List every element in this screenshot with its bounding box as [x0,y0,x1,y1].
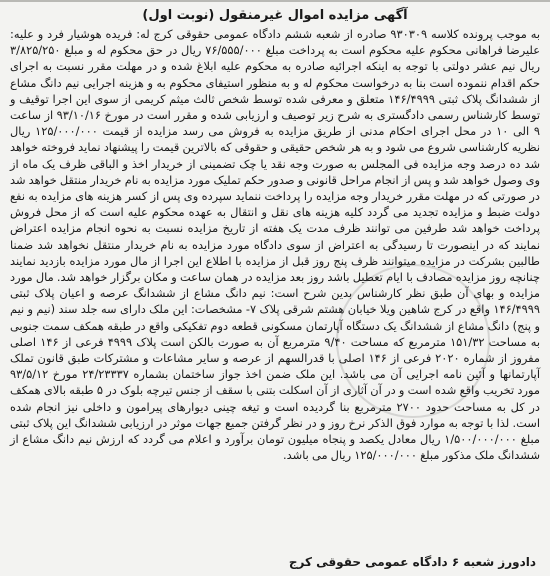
notice-title: آگهی مزایده اموال غیرمنقول (نوبت اول) [142,8,408,23]
notice-signature: دادورز شعبه ۶ دادگاه عمومی حقوقی کرج [288,555,536,569]
notice-body: به موجب پرونده کلاسه ۹۳۰۳۰۹ صادره از شعبه ششم دادگاه عمومی حقوقی کرج له: فریده هوشیار فرد و علیه: علیرضا فراهانی محکوم علیه محکوم است به پرداخت مبلغ ۷۶/۵۵۵/۰۰۰ ریال در حق محکوم له و مبلغ ۳/۸۲۵/۲۵۰ ریال نیم عشر دولتی با توجه به اینکه اجرائیه صادره به محکوم علیه ابلاغ شده و در مهلت مقرر نسبت به اجرای حکم اقدام ننموده است بنا به درخواست محکوم له و به منظور استیفای محکوم به و هزینه اجرایی نیم دانگ مشاع از ششدانگ پلاک ثبتی ۱۴۶/۴۹۹۹ متعلق و معرفی شده توسط شخص ثالث میثم کریمی از سوی این اجرا توقیف و توسط کارشناس رسمی دادگستری به شرح زیر توصیف و ارزیابی شده و مقرر است در مورخ ۹۳/۱۰/۱۶ از ساعت ۹ الی ۱۰ در محل اجرای احکام مدنی از طریق مزایده به فروش می رسد مزایده از قیمت ۱۲۵/۰۰۰/۰۰۰ ریال نظریه کارشناسی شروع می شود و به هر شخص حقیقی و حقوقی که بالاترین قیمت را پیشنهاد نماید فروخته خواهد شد ده درصد وجه مزایده فی المجلس به صورت وجه نقد یا چک تضمینی از خریدار اخذ و الباقی ظرف یک ماه از وی وصول خواهد شد و پس از انجام مراحل قانونی و صدور حکم تملیک مورد مزایده به نام خریدار منتقل خواهد شد در صورتی که در مهلت مقرر خریدار وجه مزایده را پرداخت ننماید سپرده وی پس از کسر هزینه های مزایده به نفع دولت ضبط و مزایده تجدید می گردد کلیه هزینه های نقل و انتقال به عهده محکوم علیه است که از محل فروش پرداخت خواهد شد طرفین می توانند ظرف مدت یک هفته از تاریخ مزایده نسبت به نحوه انجام مزایده اعتراض نمایند که در اینصورت تا رسیدگی به اعتراض از سوی دادگاه مورد مزایده به نام خریدار منتقل نخواهد شد ضمنا طالبین بشرکت در مزایده میتوانند ظرف پنج روز قبل از مزایده با اطلاع این اجرا از مال مورد مزایده بازدید نمایند چنانچه روز مزایده مصادف با ایام تعطیل باشد روز بعد مزایده در همان ساعت و مکان برگزار خواهد شد. مال مورد مزایده و بهای آن طبق نظر کارشناس بدین شرح است: نیم دانگ مشاع از ششدانگ عرصه و اعیان پلاک ثبتی ۱۴۶/۴۹۹۹ واقع در کرج شاهین ویلا خیابان هشتم شرقی پلاک ۷- مشخصات: این ملک دارای سه جلد سند (نیم و نیم و پنج) دانگ مشاع از ششدانگ یک دستگاه آپارتمان مسکونی قطعه دوم تفکیکی واقع در طبقه همکف سمت جنوبی به مساحت ۱۵۱/۳۲ مترمربع که مساحت ۹/۴۰ مترمربع آن به صورت بالکن است پلاک ۴۹۹۹ فرعی از ۱۴۶ اصلی مفروز از شماره ۲۰۲۰ فرعی از ۱۴۶ اصلی با قدرالسهم از عرصه و سایر مشاعات و مشترکات طبق قانون تملک آپارتمانها و آئین نامه اجرایی آن می باشد. این ملک ضمن اخذ جواز ساختمان بشماره ۲۴/۲۳۳۳۷ مورخ ۹۳/۵/۱۲ مورد تخریب واقع شده است و در آن آثاری از آن اسکلت بتنی با سقف از جنس تیرچه بلوک در ۵ طبقه بالای همکف در کل به مساحت حدود ۲۷۰۰ مترمربع بنا گردیده است و تیغه چینی دیوارهای پیرامون و داخلی نیز انجام شده است. لذا با توجه به موارد فوق الذکر نرخ روز و در نظر گرفتن جمیع جهات موثر در ارزیابی ششدانگ این پلاک ثبتی مبلغ ۱/۵۰۰/۰۰۰/۰۰۰ ریال معادل یکصد و پنجاه میلیون تومان برآورد و اعلام می گردد که ارزش نیم دانگ مشاع از ششدانگ ملک مذکور مبلغ ۱۲۵/۰۰۰/۰۰۰ ریال می باشد. [10,27,541,463]
